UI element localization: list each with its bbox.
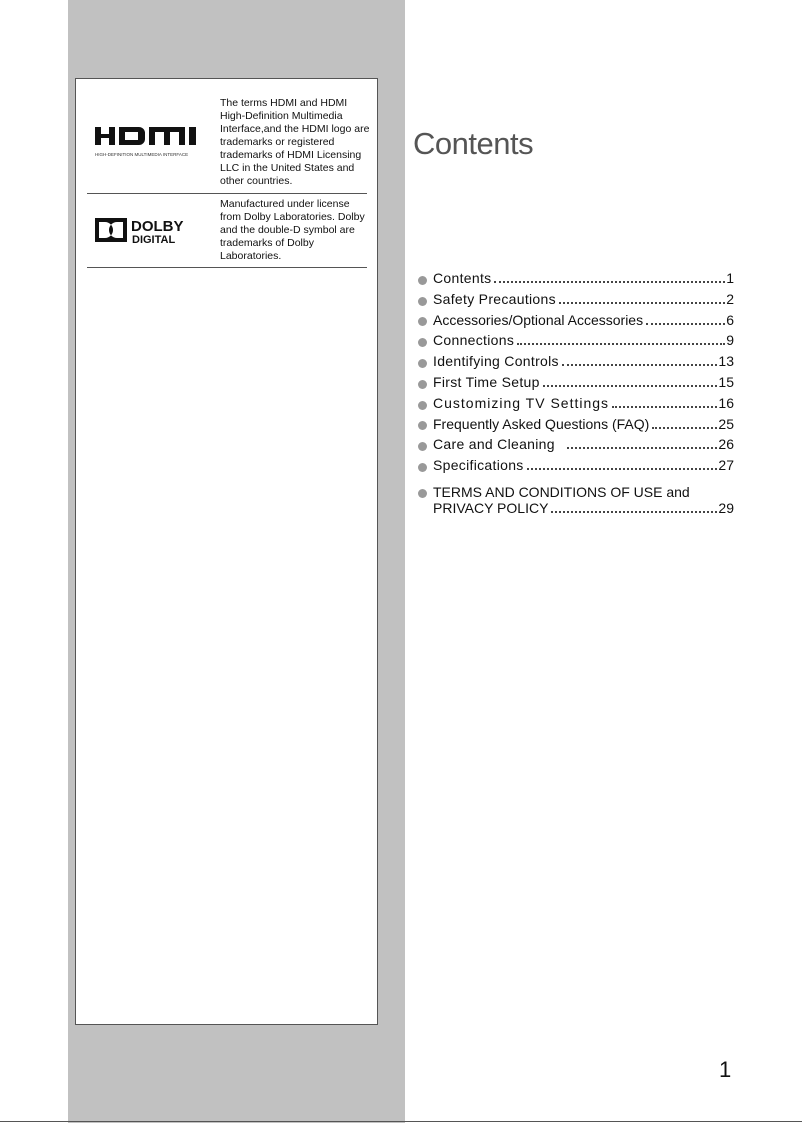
- toc-label: Customizing TV Settings: [433, 394, 610, 411]
- trademark-panel: [75, 78, 378, 1025]
- toc-label: Accessories/Optional Accessories: [433, 311, 644, 328]
- bullet-icon: [418, 276, 427, 285]
- toc-item[interactable]: [418, 457, 734, 478]
- toc-label: Frequently Asked Questions (FAQ): [433, 415, 650, 432]
- toc-label: Identifying Controls: [433, 353, 559, 370]
- toc-item[interactable]: [418, 291, 734, 312]
- bullet-icon: [418, 359, 427, 368]
- toc-page: 16: [718, 394, 734, 411]
- toc-page: 29: [718, 499, 734, 516]
- toc-page: 2: [726, 290, 734, 307]
- dolby-logo-subtitle: DIGITAL: [132, 234, 176, 246]
- bullet-icon: [418, 489, 427, 498]
- toc-label: Care and Cleaning: [433, 436, 555, 453]
- bullet-icon: [418, 442, 427, 451]
- toc-label: Specifications: [433, 457, 524, 474]
- toc-item-continued[interactable]: [418, 500, 734, 522]
- toc-item[interactable]: [418, 270, 734, 291]
- dolby-notice-row: [87, 194, 367, 268]
- page-number: 1: [719, 1057, 732, 1082]
- toc-item[interactable]: [418, 353, 734, 374]
- toc-page: 25: [718, 415, 734, 432]
- toc-item[interactable]: [418, 436, 734, 457]
- page-title: Contents: [413, 126, 534, 161]
- dolby-logo-text: DOLBY: [131, 218, 184, 235]
- toc-item[interactable]: [418, 416, 734, 437]
- toc-page: 1: [726, 270, 734, 286]
- bottom-rule: [0, 1121, 802, 1122]
- hdmi-logo-subtitle: HIGH-DEFINITION MULTIMEDIA INTERFACE: [95, 152, 189, 157]
- toc-label: Contents: [433, 270, 492, 286]
- table-of-contents: [418, 270, 734, 522]
- bullet-icon: [418, 380, 427, 389]
- toc-item[interactable]: [418, 374, 734, 395]
- toc-item[interactable]: [418, 312, 734, 333]
- dolby-logo-icon: [95, 216, 207, 246]
- toc-page: 27: [718, 457, 734, 474]
- toc-page: 6: [726, 311, 734, 328]
- toc-label: Connections: [433, 332, 515, 349]
- bullet-icon: [418, 317, 427, 326]
- toc-page: 26: [718, 436, 734, 453]
- toc-item[interactable]: [418, 395, 734, 416]
- hdmi-notice-text: The terms HDMI and HDMI High-Definition Multimedia Interface,and the HDMI logo are trademarks or registered trademarks of HDMI Licensing LLC in the United States and other countries.: [220, 97, 370, 187]
- hdmi-notice-row: [87, 79, 370, 194]
- toc-item[interactable]: [418, 332, 734, 353]
- hdmi-logo-icon: [95, 125, 207, 159]
- toc-page: 15: [718, 373, 734, 390]
- bullet-icon: [418, 297, 427, 306]
- dolby-notice-text: Manufactured under license from Dolby Laboratories. Dolby and the double-D symbol are trademarks of Dolby Laboratories.: [220, 198, 365, 262]
- bullet-icon: [418, 421, 427, 430]
- bullet-icon: [418, 338, 427, 347]
- toc-item[interactable]: [418, 478, 734, 500]
- toc-label: Safety Precautions: [433, 290, 556, 307]
- bullet-icon: [418, 463, 427, 472]
- toc-label: PRIVACY POLICY: [433, 499, 549, 516]
- toc-page: 9: [726, 332, 734, 349]
- bullet-icon: [418, 401, 427, 410]
- toc-label: First Time Setup: [433, 373, 540, 390]
- toc-label: TERMS AND CONDITIONS OF USE and: [433, 483, 690, 500]
- toc-page: 13: [718, 353, 734, 370]
